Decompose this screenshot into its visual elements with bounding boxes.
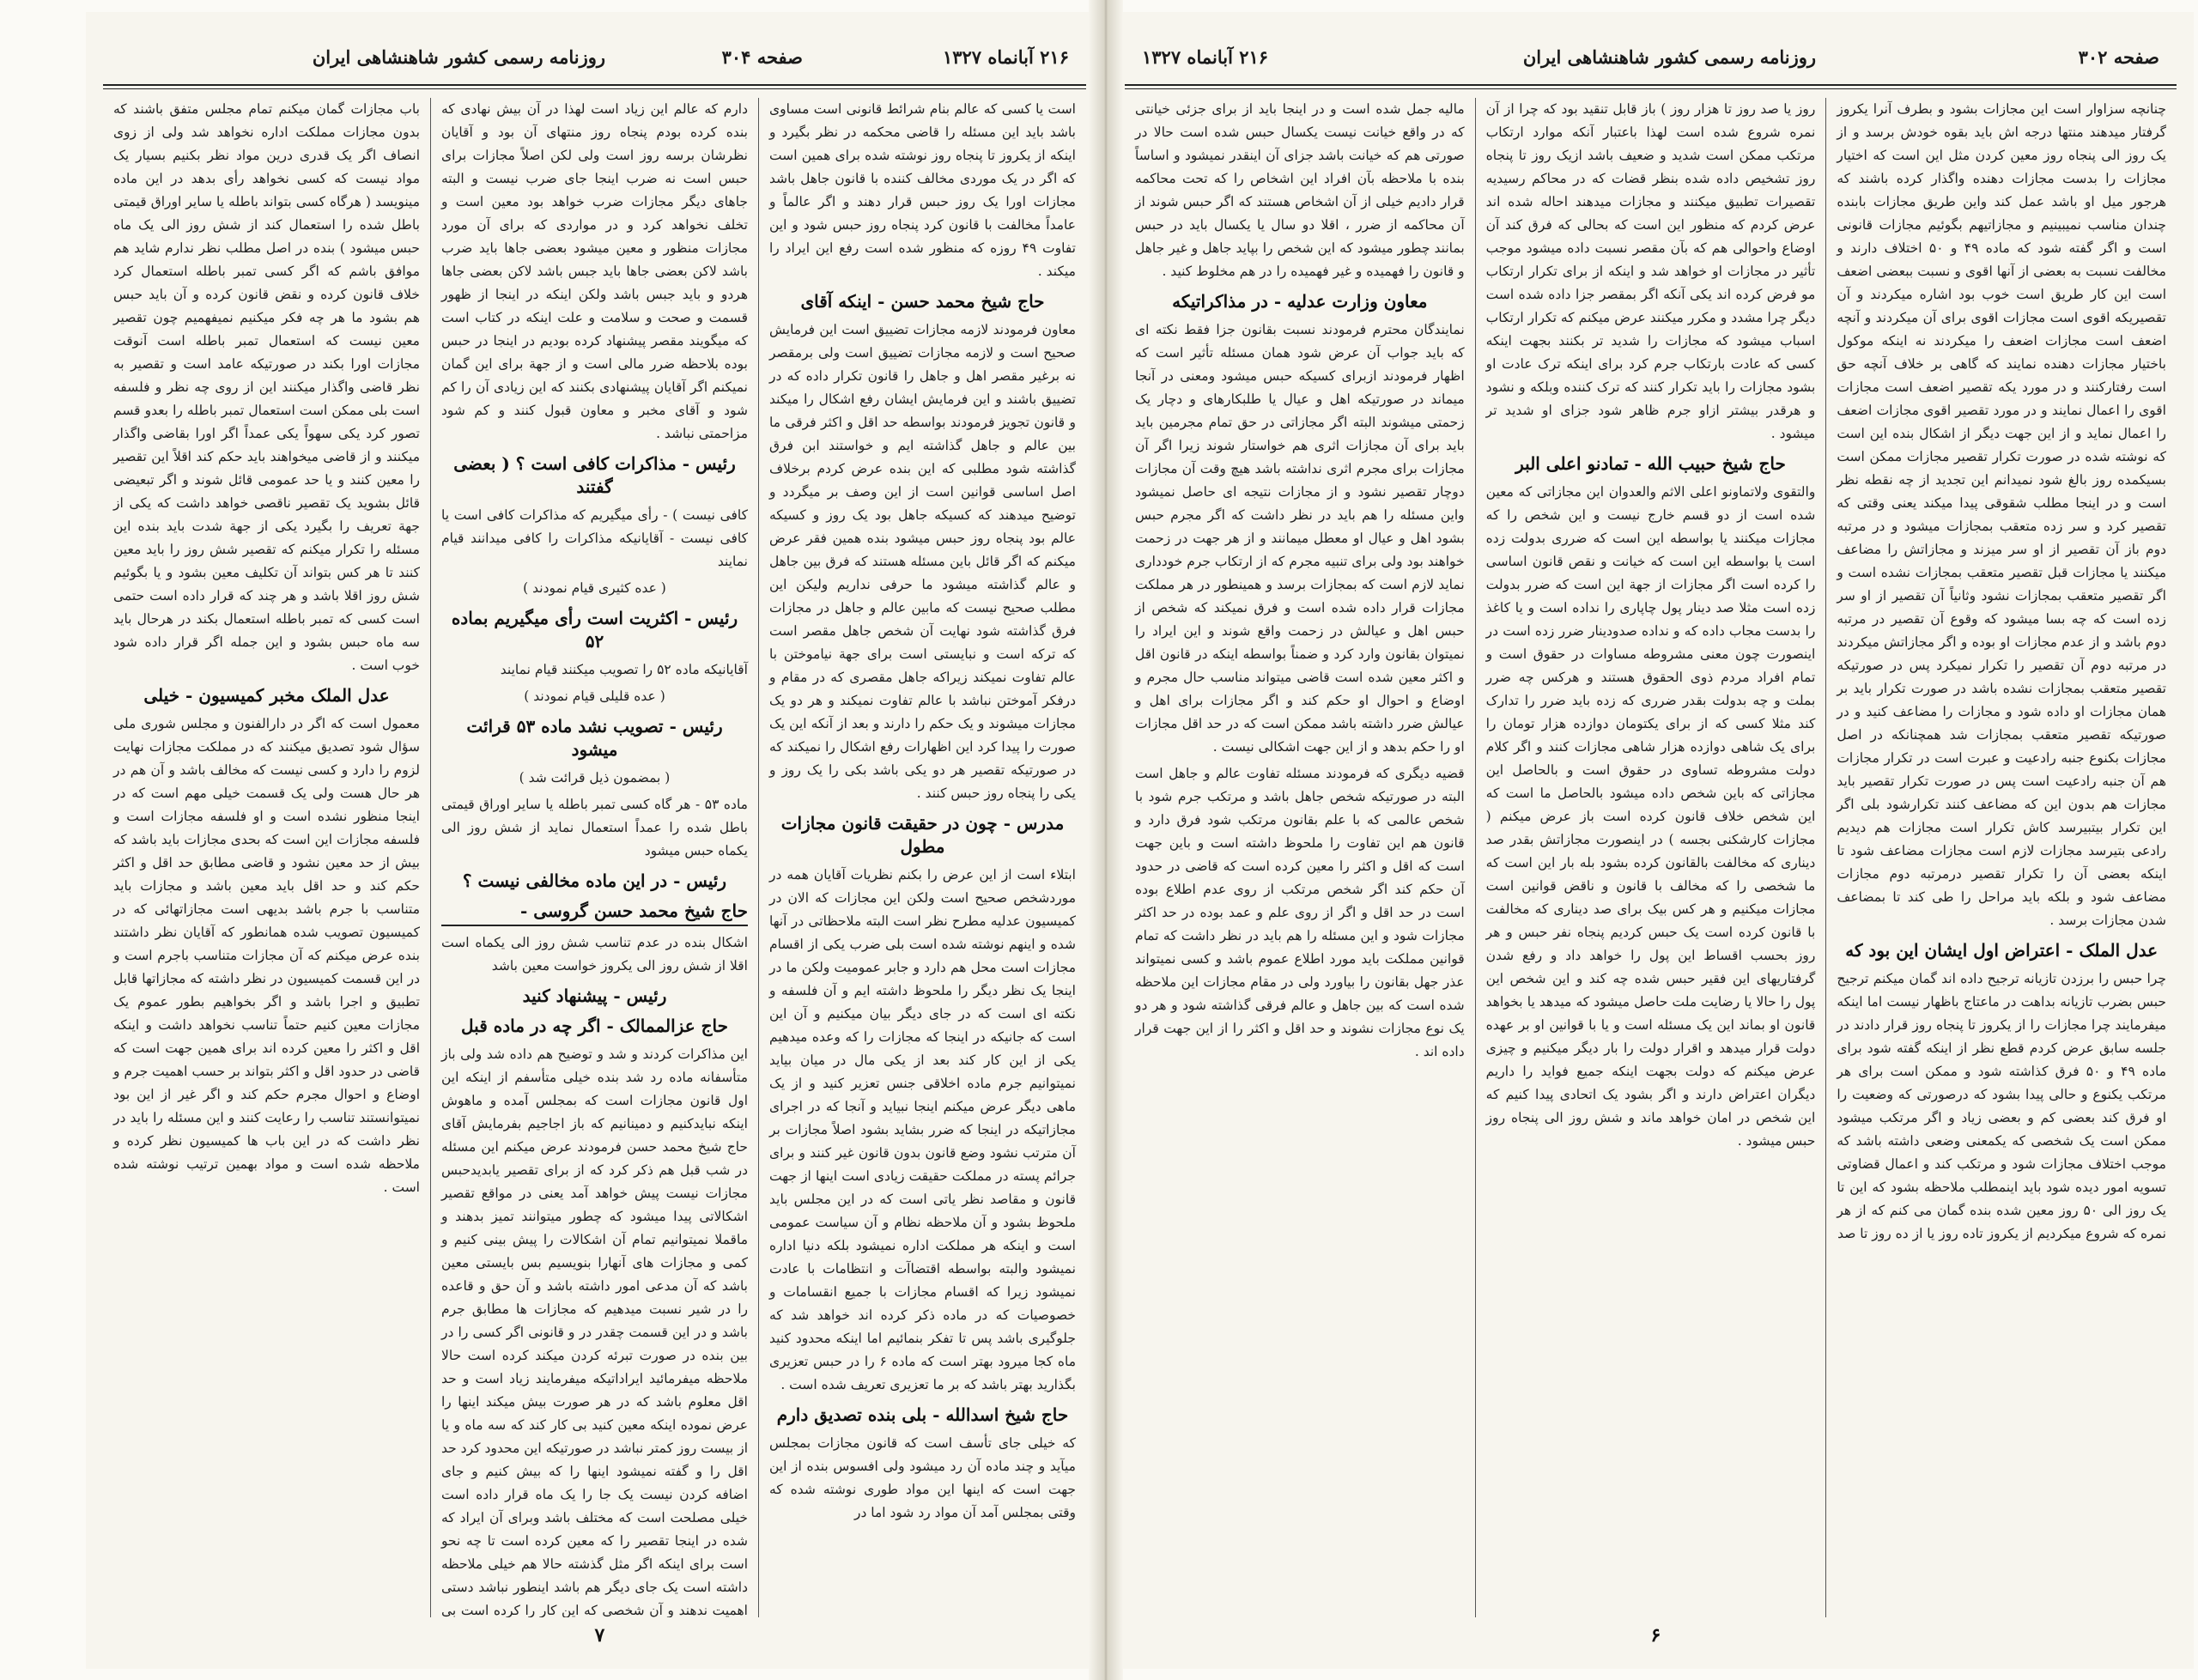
procedural-note: ( عده قلیلی قیام نمودند ) [524,688,665,704]
speaker-heading: حاج عزالممالک - اگر چه در ماده قبل [461,1016,728,1036]
left-header-rule [103,84,1086,89]
paragraph: کافی نیست ) - رأی میگیریم که مذاکرات کافی است یا کافی نیست - آقایانیکه مذاکرات را کافی میدانند قیام نمایند [441,507,748,569]
right-page-newspaper-title: روزنامه رسمی کشور شاهنشاهی ایران [1522,46,1816,68]
speaker-heading: رئیس - تصویب نشد ماده ۵۳ قرائت میشود [466,716,723,760]
speaker-heading: حاج شیخ اسدالله - بلی بنده تصدیق دارم [776,1404,1069,1425]
right-page-column-2 [1475,98,1826,1617]
left-page-column-1 [758,98,1086,1617]
right-page-date: ۲۱۶ آبانماه ۱۳۲۷ [1142,46,1269,68]
paragraph: چرا حبس را برزدن تازیانه ترجیح داده اند گمان میکنم ترجیح حبس بضرب تازیانه بداهت در ماعتاج باظهار نیست اما اینکه میفرمایند چرا مجازات را از یکروز تا پنجاه روز قرار دادند در جلسه سابق عرض کردم قطع نظر از اینکه گفته شود برای ماده ۴۹ و ۵۰ فرق کذاشته شود و ممکن است برای هر مرتکب یکنوع و حالی پیدا بشود که درصورتی که وضعیت را او فرق کند بعضی کم و بعضی زیاد و اگر مرتکب میشود ممکن است یک شخصی که یکمعنی وضعی داشته باشد که موجب اختلاف مجازات شود و مرتکب کند و اعمال قضاوتی تسویه امور دیده شود باید اینمطلب ملاحظه بشود که این تا یک روز الی ۵۰ روز معین شده بنده گمان می کنم که از هر نمره که شروع میکردیم از یکروز تاده روز یا از ده روز تا صد [1837,971,2167,1241]
speaker-heading: عدل الملک - اعتراض اول ایشان این بود که [1845,940,2159,961]
paragraph: ماده ۵۳ - هر گاه کسی تمبر باطله یا سایر اوراق قیمتی باطل شده را عمداً استعمال نماید از شش روز الی یکماه حبس میشود [441,797,748,858]
paragraph: این مذاکرات کردند و شد و توضیح هم داده شد ولی باز متأسفانه ماده رد شد بنده خیلی متأسفم از اینکه این اول قانون مجازات است که بمجلس آمده و ماهوش اینکه نبایدکنیم و دمینانیم که باز اجاجیم بفرمایش آقای حاج شیخ محمد حسن فرمودند عرض میکنم این مسئله در شب قبل هم ذکر کرد که از برای تقصیر یابدیدحبس مجازات نیست پیش خواهد آمد یعنی در مواقع تقصیر اشکالاتی پیدا میشود که چطور میتوانند تمیز بدهند و ماقملا نمیتوانیم تمام آن اشکالات را پیش بینی کنیم و کمی و مجازات های آنهارا بنویسیم بس بایستی معین باشد که آن مدعی امور داشته باشد و آن حق و قاعده را در شیر نسبت میدهیم که مجازات ها مطابق جرم باشد و در این قسمت چقدر در و قانونی اگر کسی را در بین بنده در صورت تبرئه کردن میکند کرده است حالا ملاحظه میفرمائید ایراداتیکه میفرمایند زیاد است و حد اقل معلوم باشد که در هر صورت بیش میکند اینها را عرض نموده اینکه معین کنید بی کار کند که سه ماه و یا از بیست روز کمتر نباشد در صورتیکه این محدود کرد حد اقل را و گفته نمیشود اینها را که بیش کنیم و جای اضافه کردن نیست یک جا را یک ماه قرار داده است خیلی مصلحت است که مختلف باشد وبرای آن ایراد که شده در اینجا تقصیر را که معین کرده است تا چه نحو است برای اینکه اگر مثل گذشته حالا هم خیلی ملاحظه داشته است یک جای دیگر هم باشد اینطور نباشد دستی اهمیت ندهند و آن شخصی که این کار را کرده است بی [441,1046,748,1617]
speaker-heading-underlined: حاج شیخ محمد حسن گروسی - [441,900,748,926]
left-page-footer-number: ۷ [594,1624,605,1647]
paragraph: ابتلاء است از این عرض را بکنم نظریات آقایان همه در موردشخص صحیح است ولکن این مجازات که الان در کمیسیون عدلیه مطرح نظر است البته ملاحظاتی در آنها شده و اینهم نوشته شده است بلی ضرب یکی از اقسام مجازات است محل هم دارد و جابر عمومیت ولکن ما در اینجا یک نظر دیگر را ملحوظ داشته ایم و آن فلسفه و نکته ای است که در جای دیگر بیان میکنیم و آن این است که جانیکه در اینجا که مجازات را که وعده میدهیم یکی از این کار کند بعد از یکی مال در میان بیاید نمیتوانیم جرم ماده اخلاقی جنس تعزیر کنید و از یک ماهی دیگر عرض میکنم اینجا نبیاید و آنجا که در اجرای مجازاتیکه در اینجا که ضرر بشاید بشود اصلاً مجازات بر آن مترتب نشود وضع قانون بدون قانون غیر کنند و برای جرائم پسته در مملکت حقیقت زیادی است اینها از جهت قانون و مقاصد نظر یاتی است که در این مجلس باید ملحوظ بشود و آن ملاحظه نظام و آن سیاست عمومی است و اینکه هر مملکت اداره نمیشود بلکه دنیا اداره نمیشود والبته بواسطه اقتضاآت و انتظامات با عادت نمیشود زیرا که اقسام مجازات با جمیع انقسامات و خصوصیات که در ماده ذکر کرده اند خواهد شد که جلوگیری باشد پس تا تفکر بنمائیم اما اینکه محدود کنید ماه کجا میرود بهتر است که ماده ۶ را در حبس تعزیری بگذارید بهتر باشد که بر ما تعزیری تعریف شده است . [769,867,1077,1392]
left-page-columns [103,98,1086,1617]
speaker-heading: رئیس - در این ماده مخالفی نیست ؟ [462,870,727,891]
left-page-date: ۲۱۶ آبانماه ۱۳۲۷ [942,46,1069,68]
speaker-heading: معاون وزارت عدلیه - در مذاکراتیکه [1172,291,1428,312]
paragraph: والتقوی ولاتماونو اعلی الاثم والعدوان این مجازاتی که معین شده است از دو قسم خارج نیست و این شخص را که مجازات میکنند یا بواسطه این است که ضرری بدولت زده است یا بواسطه این است که خیانت و نقص قانون اساسی را کرده است اگر مجازات از جهة این است که ضرر بدولت زده است مثلا صد دینار پول چاپاری را نداده است و یا کاغذ را بدست مجاب داده که و نداده صدودینار ضرر زده است در اینصورت چون معنی مشروطه مساوات در حقوق است و تمام افراد مردم ذوی الحقوق هستند و هرکس چه ضرر بملت و چه بدولت بقدر ضرری که زده باید ضرر را تدارک کند مثلا کسی که از برای یکتومان دوازده هزار تومان را برای یک شاهی دوازده هزار شاهی مجازات کنند و اگر کلام دولت مشروطه تساوی در حقوق است و بالحاصل این مجازاتی که باین شخص داده میشود بالحاصل ما است که این شخص خلاف قانون کرده است باز عرض میکنم ( مجازات کارشکنی بجسه ) در اینصورت مجازاتش بقدر صد دیناری که مخالفت بالقانون کرده بشود بله بار این است که ما شخصی را که مخالف با قانون و ناقض قوانین است مجازات میکنیم و هر کس بیک برای صد دیناری که مخالفت با قانون کرده است یک حبس کردیم پنجاه نفر حبس و هر روز بحسب اقساط این پول را خواهد داد و رفع شدن گرفتاریهای این فقیر حبس شده چه کند و این شخص این پول را حالا یا رضایت ملت حاصل میشود که میدهد یا بخواهد قانون او بماند این یک مسئله است و یا با قوانین او بر عهده دولت قرار میدهد و اقرار دولت را بار دیگر میکنیم و چیزی عرض میکنم که دولت بجهت اینکه جمیع فواید را داریم دیگران اعتراض دارند و اگر بشود یک اتحادی پیدا کنیم که این شخص در امان خواهد ماند و شش روز الی پنجاه روز حبس میشود . [1485,484,1816,1149]
right-page-header [1125,46,2177,77]
paragraph: نمایندگان محترم فرمودند نسبت بقانون جزا فقط نکته ای که باید جواب آن عرض شود همان مسئله تأثیر است که اظهار فرمودند ازبرای کسیکه حبس میشود ومعنی در آنجا میماند در صورتیکه اهل و عیال یا طلبکارهای و دچار یک زحمتی میشوند البته اگر مجازاتی در حق تمام مجرمین باید باید برای آن مجازات اثری هم خواستار شوند زیرا اگر آن مجازات برای مجرم اثری نداشته باشد هیچ وقت آن مجازات دوچار تقصیر نشود و از مجازات نتیجه ای حاصل نمیشود واین مسئله را هم باید در نظر داشت که اگر مجرم حبس بشود اهل و عیال او معطل میمانند و از هر جهت در زحمت خواهند بود ولی برای تنبیه مجرم که از ارتکاب جرم خودداری نماید لازم است که بمجازات برسد و همینطور در هر مملکت مجازات قرار داده شده است و فرق نمیکند که شخص از حبس اهل و عیالش در زحمت واقع شوند و این ایراد را نمیتوان بقانون وارد کرد و ضمناً بواسطه اینکه در قانون اقل و اکثر معین شده است قاضی میتواند مناسب حال مجرم و اوضاع و احوال او حکم کند و اگر مجازات برای اهل و عیالش ضرر داشته باشد ممکن است که در حد اقل مجازات او را حکم بدهد و از این جهت اشکالی نیست . [1134,322,1465,755]
paragraph: معمول است که اگر در دارالفنون و مجلس شوری ملی سؤال شود تصدیق میکنند که در مملکت مجازات نهایت لزوم را دارد و کسی نیست که مخالف باشد و آن هم در هر حال هست ولی یک قسمت خیلی مهم است که در اینجا منظور نشده است و او فلسفه مجازات است و فلسفه مجازات این است که بحدی مجازات باید باشد که بیش از حد معین نشود و قاضی مطابق حد اقل و اکثر حکم کند و حد اقل باید معین باشد و مجازات باید متناسب با جرم باشد بدیهی است مجازاتهائی که در کمیسیون تصویب شده همانطور که آقایان نظر داشتند بنده عرض میکنم که آن مجازات متناسب باجرم است و در این قسمت کمیسیون در نظر داشته که مجازاتها قابل تطبیق و اجرا باشد و اگر بخواهیم بطور عموم یک مجازات معین کنیم حتماً تناسب نخواهد داشت و اینکه اقل و اکثر را معین کرده اند برای همین جهت است که قاضی در حدود اقل و اکثر بتواند بر حسب اهمیت جرم و اوضاع و احوال مجرم حکم کند و اگر غیر از این بود نمیتوانستند تناسب را رعایت کنند و این مسئله را باید در نظر داشت که در این باب ها کمیسیون نظر کرده و ملاحظه شده است و مواد بهمین ترتیب نوشته شده است . [113,716,420,1195]
procedural-note: ( عده کثیری قیام نمودند ) [523,580,666,596]
speaker-heading: حاج شیخ حبیب الله - تمادنو اعلی البر [1515,453,1786,474]
speaker-heading: عدل الملک مخبر کمیسیون - خیلی [143,685,390,706]
speaker-heading: رئیس - اکثریت است رأی میگیریم بماده ۵۲ [451,608,738,652]
right-page-columns [1125,98,2177,1617]
paragraph: باب مجازات گمان میکنم تمام مجلس متفق باشند که بدون مجازات مملکت اداره نخواهد شد ولی از زوی انصاف اگر یک قدری درین مواد نظر بکنیم بسیار یک مواد نیست که کسی نخواهد رأی بدهد در این ماده مینویسد ( هرگاه کسی بتواند باطله یا سایر اوراق قیمتی باطل شده را استعمال کند از شش روز الی یک ماه حبس میشود ) بنده در اصل مطلب نظر ندارم شاید هم موافق باشم که اگر کسی تمبر باطله استعمال کرد خلاف قانون کرده و نقض قانون کرده و آن باید حبس هم بشود ما هر چه فکر میکنیم نمیفهمیم چون تقصیر معین نیست که استعمال تمبر باطله است آنوقت مجازات اورا بکند در صورتیکه عامد است و تقصیر به نظر قاضی واگذار میکنند این از روی چه نظر و فلسفه است بلی ممکن است استعمال تمبر باطله را بعدو قسم تصور کرد یکی سهواً یکی عمداً اگر اورا بقاضی واگذار میکنند و از قاضی میخواهند باید حکم کند اقلاً این تقصیر را معین کنند و یا حد عمومی قائل شوند و اگر تبعیضی قائل بشوید یک تقصیر ناقصی خواهد داشت که یکی از جهة تعریف را بگیرد یکی از جهة شدت باید بنده این مسئله را تکرار میکنم که تقصیر شش روز را باید معین کنند تا هر کس بتواند آن تکلیف معین بشود و یا بگوئیم شش روز اقلا باشد و هر چند که قرار داده است حتمی است کسی که تمبر باطله استعمال بکند در هرحال باید سه ماه حبس بشود و این جمله اگر قرار داده شود خوب است . [113,101,420,673]
right-page-column-1 [1825,98,2177,1617]
speaker-heading: رئیس - پیشنهاد کنید [522,986,667,1006]
left-page [86,12,1103,1669]
left-page-header [103,46,1086,77]
right-page-column-3 [1125,98,1475,1617]
paragraph: که خیلی جای تأسف است که قانون مجازات بمجلس میآید و چند ماده آن رد میشود ولی افسوس بنده از این جهت است که اینها این مواد طوری نوشته شده که وقتی بمجلس آمد آن مواد رد شود اما در [769,1435,1076,1520]
paragraph: معاون فرمودند لازمه مجازات تضییق است این فرمایش صحیح است و لازمه مجازات تضییق است ولی برمقصر نه برغیر مقصر اهل و جاهل را قانون تکرار داده که در تضییق باشند و این فرمایش ایشان رفع اشکال را میکند و قانون تجویز فرمودند بواسطه حد اقل و اکثر فرقی ما بین عالم و جاهل گذاشته ایم و خواستند ابن فرق گذاشته شود مطلبی که این بنده عرض کردم برخلاف اصل اساسی قوانین است از این وصف بر میگردد و توضیح میدهند که کسیکه جاهل بود یک روز و کسیکه عالم بود پنجاه روز حبس میشود بنده همین فقر عرض میکنم که اگر قائل باین مسئله هستند که فرق بین جاهل و عالم گذاشته میشود ما حرفی نداریم ولیکن این مطلب صحیح نیست که مابین عالم و جاهل در مجازات فرق گذاشته شود نهایت آن شخص جاهل مقصر است که ترکه است و نبایستی است برای جهة نیاموختن با عالم تفاوت نمیکند زیراکه جاهل مقصری که در مقام و درفکر آموختن نباشد با عالم تفاوت نمیکند و هر دو یک مجازات میشوند و یک حکم را دارند و بعد از آنکه این یک صورت را پیدا کرد این اظهارات رفع اشکال را نمیکند که در صورتیکه تقصیر هر دو یکی باشد بکی را یک روز و یکی را پنجاه روز حبس کنند . [769,322,1076,801]
right-header-rule [1125,84,2177,89]
paragraph: مالیه جمل شده است و در اینجا باید از برای جزئی خیانتی که در واقع خیانت نیست یکسال حبس شده است حالا در صورتی هم که خیانت باشد جزای آن اینقدر نمیشود و اساساً بنده با ملاحظه بآن افراد این اشخاص را که تحت محاکمه قرار دادیم خیلی از آن اشخاص هستند که اگر حبس شوند از آن محاکمه از ضرر ، اقلا دو سال یا یکسال باید در حبس بمانند چطور میشود که این شخص را بپاید جاهل و غیر جاهل و قانون را فهمیده و غیر فهمیده را در هم مخلوط کنید . [1134,101,1465,279]
speaker-heading: حاج شیخ محمد حسن - اینکه آقای [800,291,1045,312]
left-page-newspaper-title: روزنامه رسمی کشور شاهنشاهی ایران [312,46,605,68]
speaker-heading: مدرس - چون در حقیقت قانون مجازات مطول [780,813,1065,857]
paragraph: دارم که عالم این زیاد است لهذا در آن بیش نهادی که بنده کرده بودم پنجاه روز منتهای آن بود و آقایان نظرشان برسه روز است ولی لکن اصلاً مجازات برای حبس است نه ضرب اینجا جای ضرب نیست و البته جاهای دیگر مجازات ضرب خواهد بود معین است و تخلف نخواهد کرد و در مواردی که برای آن مورد مجازات منظور و معین میشود بعضی جاها باید ضرب باشد لاکن بعضی جاها باید جبس باشد لاکن بعضی جاها هردو و باید جبس باشد ولکن اینکه در اینجا از ظهور قسمت و صحت و سلامت و علت اینکه در کتاب است که میگویند مقصر پیشنهاد کرده بودیم در اینجا در حبس بوده بلاحظه ضرر مالی است و از جهة برای این گمان نمیکنم اگر آقایان پیشنهادی بکنند که این زیادی آن را کم شود و آقای مخبر و معاون قبول کنند و کم شود مزاحمتی نباشد . [441,101,748,441]
paragraph: آقایانیکه ماده ۵۲ را تصویب میکنند قیام نمایند [500,662,748,677]
left-page-number-label: صفحه ۳۰۴ [721,46,803,68]
right-page-footer-number: ۶ [1650,1624,1661,1647]
paragraph: قضیه دیگری که فرمودند مسئله تفاوت عالم و جاهل است البته در صورتیکه شخص جاهل باشد و مرتکب جرم شود با شخص عالمی که با علم بقانون مرتکب شود فرق دارد و قانون هم این تفاوت را ملحوظ داشته است و باین جهت است که اقل و اکثر را معین کرده است که قاضی در حدود آن حکم کند اگر شخص مرتکب از روی عدم اطلاع بوده است در حد اقل و اگر از روی علم و عمد بوده در حد اکثر مجازات شود و این مسئله را هم باید در نظر داشت که تمام قوانین مملکت باید مورد اطلاع عموم باشد و کسی نمیتواند عذر جهل بقانون را بیاورد ولی در مقام مجازات این ملاحظه شده است که بین جاهل و عالم فرقی گذاشته شود و هر دو یک نوع مجازات نشوند و حد اقل و اکثر را از این جهت قرار داده اند . [1134,766,1465,1059]
right-page-number-label: صفحه ۳۰۲ [2078,46,2159,68]
left-page-column-2 [430,98,758,1617]
left-page-column-3 [103,98,430,1617]
paragraph: است یا کسی که عالم بنام شرائط قانونی است مساوی باشد باید این مسئله را قاضی محکمه در نظر بگیرد و اینکه از یکروز تا پنجاه روز نوشته شده برای همین است که اگر در یک موردی مخالف کننده با قانون جاهل باشد مجازات اورا یک روز حبس قرار دهند و اگر عالماً و عامداً مخالفت با قانون کرد پنجاه روز حبس شود و این تفاوت ۴۹ روزه که منظور شده است رفع این ایراد را میکند . [769,101,1076,279]
procedural-note: ( بمضمون ذیل قرائت شد ) [519,770,671,785]
paragraph: چنانچه سزاوار است این مجازات بشود و بطرف آنرا یکروز گرفتار میدهند منتها درجه اش باید بقوه خودش برسد و از یک روز الی پنجاه روز معین کردن مثل این است که اختیار مجازات را بدست مجازات دهنده واگذار کرده باشند که هرجور میل او باشد عمل کند واین طریق مجازات بابنده چندان مناسب نمیبینیم و مجازاتیهم بگوئیم مجازات قانونی است و اگر گفته شود که ماده ۴۹ و ۵۰ اختلاف دارند و مخالفت نسبت به بعضی از آنها اقوی و نسبت ببعضی اضعف است این کار طریق است خوب بود اشاره میکردند و آن تقصیریکه اقوی است مجازات اقوی برای آن میکردند و آنچه اضعف است مجازات اضعف را میکردند نه اینکه موکول باختیار مجازات دهنده نمایند که گاهی بر خلاف آنچه حق است رفتارکنند و در مورد یکه تقصیر اضعف است مجازات اقوی را اعمال نمایند و در مورد تقصیر اقوی مجازات اضعف را اعمال نماید و از این جهت دیگر از اشکال بنده این است که نوشته شده در صورت تکرار تقصیر مجازات ممکن است بسیکمده روز بالغ شود نمیدانم این تجدید از چه نقطه نظر است و در اینجا مطلب شقوقی پیدا میکند یعنی وقتی که تقصیر کرد و سر زده متعقب بمجازات میشود و در مرتبه دوم باز آن تقصیر از او سر میزند و مجازاتش را مضاعف میکنند یا مجازات قبل تقصیر متعقب بمجازات نشده است و اگر تقصیر متعقب بمجازات نشود وثانیاً آن تقصیر از او سر زده است که چه بسا میشود که وقوع آن تقصیر در مرتبه دوم باشد و از عدم مجازات او بوده و اگر مجازاتش میکردند در مرتبه دوم آن تقصیر را تکرار نمیکرد پس در صورتیکه تقصیر متعقب بمجازات نشده باشد در صورت تکرار باید بر همان مجازات او داده شود و مجازات را مضاعف کنید و در صورتیکه تقصیر متعقب بمجازات شد همچنانکه در اصل مجازات بکنوع جنبه رادعیت و عبرت است در تکرار مجازات هم آن جنبه رادعیت است پس در صورت تکرار تقصیر باید مجازات هم بدون این که مضاعف کنند تکرارشود بلی اگر این تکرار بیتبیرسد کاش تکرار است مجازات هم دیدیم رادعی بتیرسد مجازات لازم است مجازات مضاعف شود تا اینکه بعضی آن را تکرار تقصیر درمرتبه دوم مجازات مضاعف شود و بلکه باید مراحل را طی کند تا بمضاعف شدن مجازات برسد . [1837,101,2166,928]
paragraph: اشکال بنده در عدم تناسب شش روز الی یکماه است اقلا از شش روز الی یکروز خواست معین باشد [441,935,748,973]
speaker-heading: رئیس - مذاکرات کافی است ؟ ( بعضی گفتند [453,453,736,497]
paragraph: روز یا صد روز تا هزار روز ) باز قابل تنقید بود که چرا از آن نمره شروع شده است لهذا باعتبار آنکه موارد ارتکاب مرتکب ممکن است شدید و ضعیف باشد ازیک روز تا پنجاه روز تشخیص داده شده بنظر قضات که در محاکم رسیدیه تقصیرات تطبیق میکنند و مجازات میدهند احاله شده اند عرض کردم که منظور این است که بحالی که فرق کند آن اوضاع واحوالی هم که بآن مقصر نسبت داده میشود موجب تأثیر در مجازات او خواهد شد و اینکه از برای تکرار ارتکاب مو فرض کرده اند یکی آنکه اگر بمقصر جزا داده شده است دیگر چرا مشدد و مکرر میکنند عرض میکنم که تکرار ارتکاب اسباب میشود که مجازات را شدید تر بکنند بجهت اینکه کسی که عادت بارتکاب جرم کرد برای اینکه ترک عادت او بشود مجازات را باید تکرار کنند که ترک کننده وبلکه و نشود و هرقدر بیشتر ازاو جرم ظاهر شود جزای او شدید تر میشود . [1485,101,1816,441]
right-page [1108,12,2194,1669]
page-gutter [1089,0,1123,1680]
